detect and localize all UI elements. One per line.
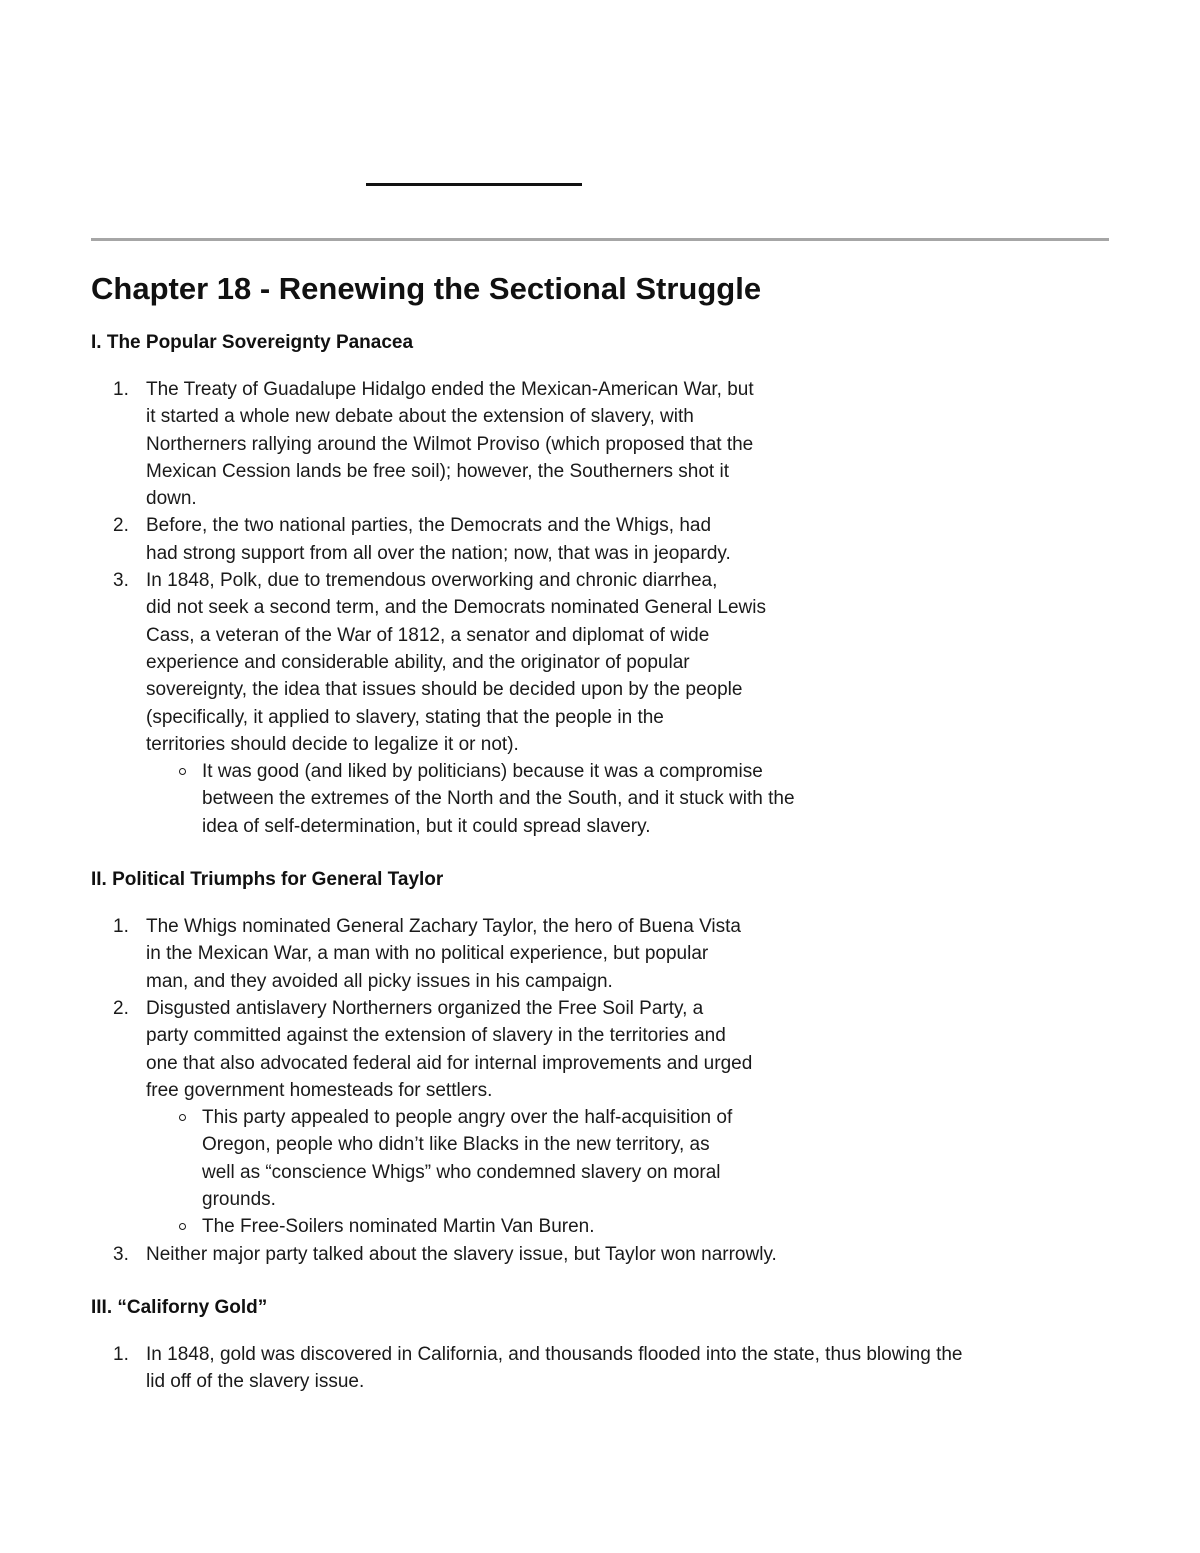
text-line: Before, the two national parties, the Democrats and the Whigs, had	[146, 515, 712, 537]
list-item-number: 3.	[113, 570, 129, 592]
hollow-circle-bullet-icon	[179, 768, 186, 775]
text-line: territories should decide to legalize it or not).	[146, 733, 519, 755]
numbered-list	[91, 376, 1109, 840]
text-line: free government homesteads for settlers.	[146, 1079, 493, 1101]
text-line: In 1848, Polk, due to tremendous overworking and chronic diarrhea,	[146, 570, 718, 592]
text-line: one that also advocated federal aid for internal improvements and urged	[146, 1052, 753, 1074]
sections-container	[91, 330, 1109, 1396]
text-line: party committed against the extension of slavery in the territories and	[146, 1025, 726, 1047]
chapter-title: Chapter 18 - Renewing the Sectional Struggle	[91, 271, 762, 306]
hollow-circle-bullet-icon	[179, 1114, 186, 1121]
text-line: (specifically, it applied to slavery, stating that the people in the	[146, 706, 664, 728]
list-item	[91, 913, 1109, 995]
list-item-number: 3.	[113, 1243, 129, 1265]
list-item	[91, 567, 1109, 840]
document-body	[91, 268, 1109, 1423]
text-line: The Whigs nominated General Zachary Taylor, the hero of Buena Vista	[146, 916, 741, 938]
text-line: down.	[146, 488, 197, 510]
text-line: between the extremes of the North and the South, and it stuck with the	[202, 788, 795, 810]
text-line: Cass, a veteran of the War of 1812, a senator and diplomat of wide	[146, 624, 710, 646]
text-line: The Free-Soilers nominated Martin Van Buren.	[202, 1216, 595, 1238]
text-line: The Treaty of Guadalupe Hidalgo ended the Mexican-American War, but	[146, 379, 754, 400]
horizontal-divider	[91, 238, 1109, 241]
list-item-number: 1.	[113, 1343, 129, 1365]
section-heading: II. Political Triumphs for General Taylor	[91, 869, 444, 891]
text-line: In 1848, gold was discovered in California, and thousands flooded into the state, thus blowing the	[146, 1343, 963, 1365]
sub-bullet-list	[146, 758, 1109, 840]
text-line: lid off of the slavery issue.	[146, 1371, 365, 1393]
text-line: it started a whole new debate about the extension of slavery, with	[146, 406, 694, 428]
text-line: experience and considerable ability, and the originator of popular	[146, 651, 690, 673]
section-heading: I. The Popular Sovereignty Panacea	[91, 332, 414, 353]
sub-bullet-list	[146, 1104, 1109, 1240]
text-line: did not seek a second term, and the Democrats nominated General Lewis	[146, 597, 766, 619]
list-item	[91, 512, 1109, 567]
sub-list-item	[146, 1104, 1109, 1213]
list-item-number: 1.	[113, 379, 129, 400]
text-line: sovereignty, the idea that issues should be decided upon by the people	[146, 679, 743, 701]
text-line: Mexican Cession lands be free soil); however, the Southerners shot it	[146, 460, 729, 482]
list-item-number: 2.	[113, 515, 129, 537]
text-line: It was good (and liked by politicians) because it was a compromise	[202, 761, 763, 783]
text-line: Northerners rallying around the Wilmot Proviso (which proposed that the	[146, 433, 754, 455]
text-line: idea of self-determination, but it could spread slavery.	[202, 815, 651, 837]
sub-list-item	[146, 1213, 1109, 1240]
list-item-number: 2.	[113, 997, 129, 1019]
text-line: well as “conscience Whigs” who condemned slavery on moral	[202, 1161, 721, 1183]
text-line: Disgusted antislavery Northerners organized the Free Soil Party, a	[146, 997, 704, 1019]
text-line: Neither major party talked about the slavery issue, but Taylor won narrowly.	[146, 1243, 777, 1265]
name-blank-line	[366, 183, 582, 186]
numbered-list	[91, 913, 1109, 1268]
hollow-circle-bullet-icon	[179, 1223, 186, 1230]
numbered-list	[91, 1341, 1109, 1396]
section-heading: III. “Californy Gold”	[91, 1296, 268, 1318]
list-item	[91, 1241, 1109, 1268]
text-line: grounds.	[202, 1189, 276, 1211]
sub-list-item	[146, 758, 1109, 840]
text-line: man, and they avoided all picky issues in his campaign.	[146, 970, 613, 992]
list-item	[91, 1341, 1109, 1396]
list-item-number: 1.	[113, 916, 129, 938]
text-line: This party appealed to people angry over the half-acquisition of	[202, 1107, 733, 1129]
list-item	[91, 995, 1109, 1241]
text-line: in the Mexican War, a man with no political experience, but popular	[146, 943, 709, 965]
text-line: had strong support from all over the nation; now, that was in jeopardy.	[146, 542, 731, 564]
list-item	[91, 376, 1109, 512]
text-line: Oregon, people who didn’t like Blacks in the new territory, as	[202, 1134, 710, 1156]
